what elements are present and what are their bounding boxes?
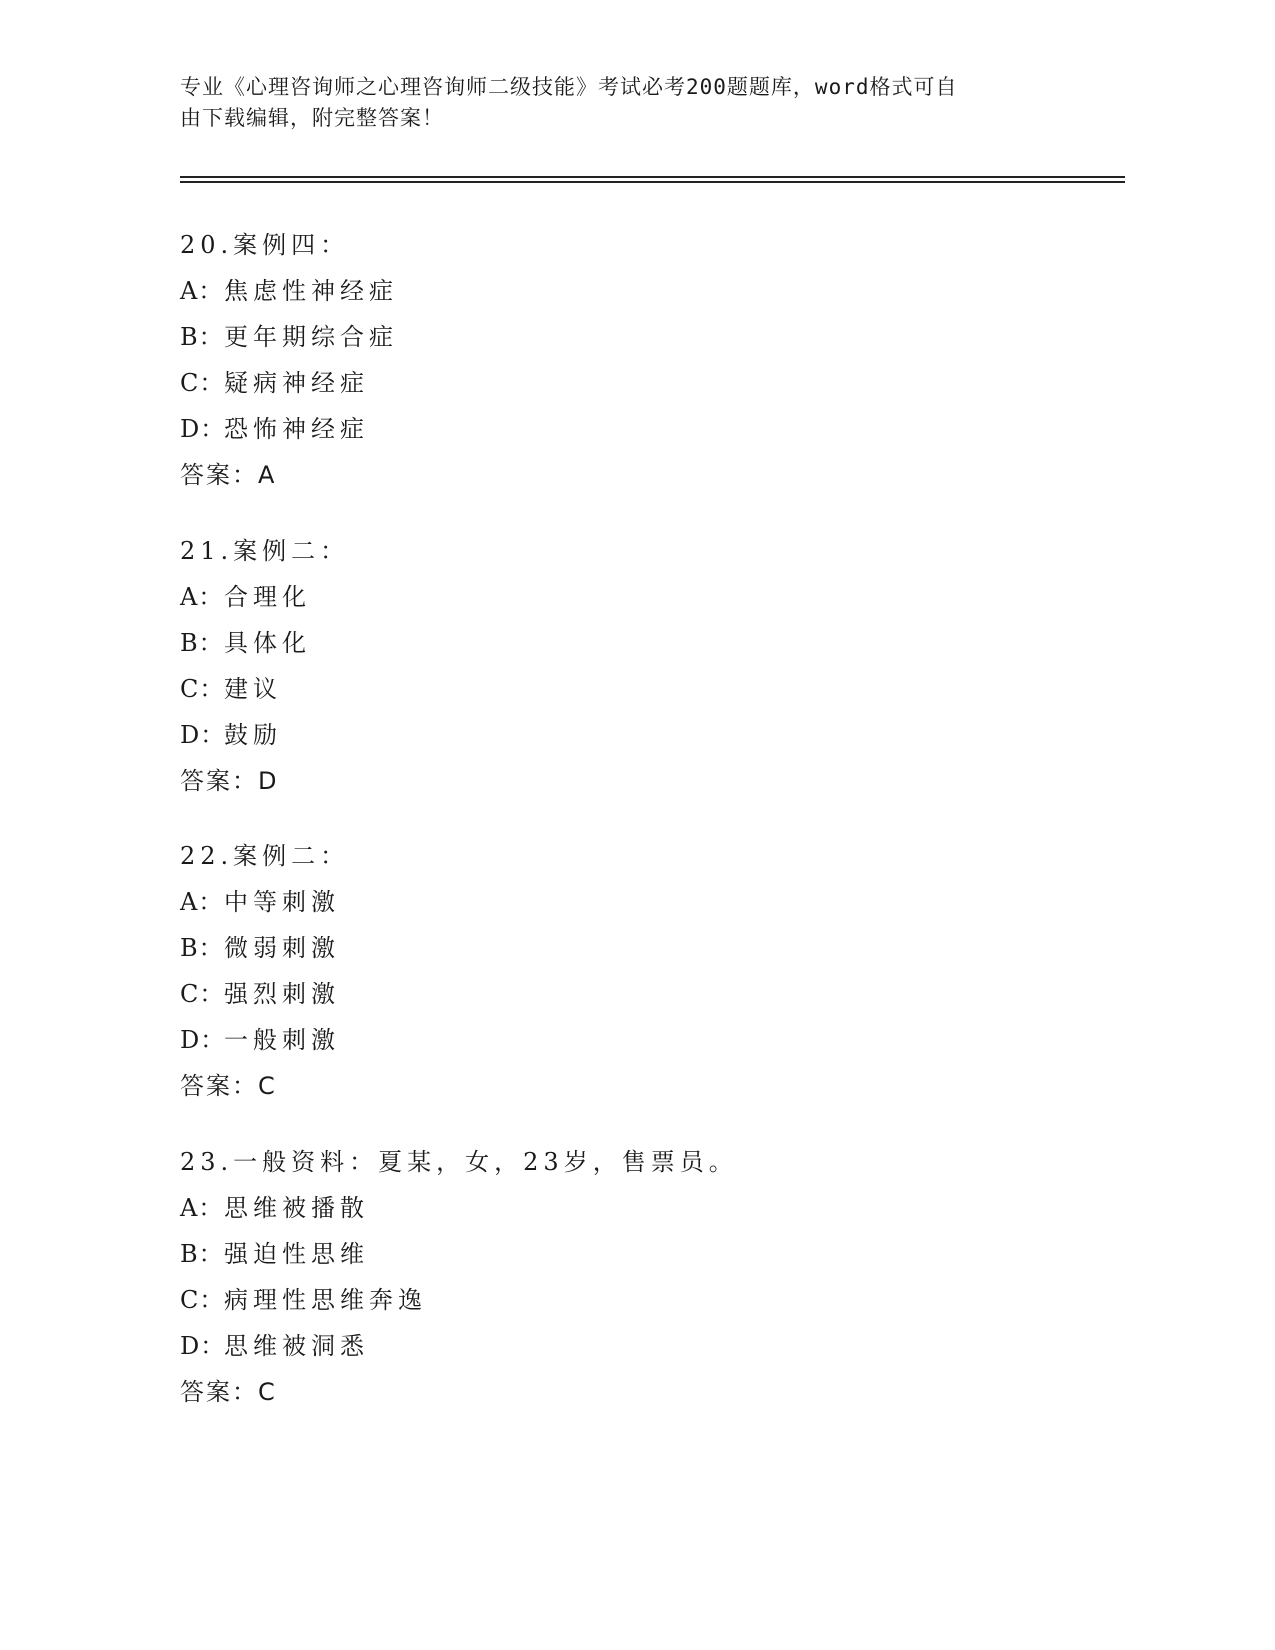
option-letter: A：: [180, 888, 224, 916]
option-text: 鼓励: [224, 721, 282, 749]
question-22: [180, 833, 1120, 1109]
option-d: [180, 712, 1120, 758]
answer-line: 答案：A: [180, 461, 277, 489]
option-text: 思维被洞悉: [224, 1332, 369, 1360]
option-text: 更年期综合症: [224, 323, 398, 351]
option-text: 恐怖神经症: [224, 415, 369, 443]
question-stem: 20.案例四：: [180, 231, 350, 259]
option-letter: C：: [180, 980, 225, 1008]
option-letter: A：: [180, 1194, 224, 1222]
option-a: [180, 1185, 1120, 1231]
option-c: [180, 360, 1120, 406]
option-c: [180, 1277, 1120, 1323]
option-text: 微弱刺激: [224, 934, 340, 962]
question-stem: 22.案例二：: [180, 842, 350, 870]
option-letter: B：: [180, 934, 224, 962]
answer-line: 答案：C: [180, 1378, 277, 1406]
option-text: 强烈刺激: [224, 980, 340, 1008]
question-21: [180, 528, 1120, 804]
header-divider-top: [180, 176, 1125, 178]
option-d: [180, 406, 1120, 452]
header-divider-bottom: [180, 181, 1125, 183]
option-letter: C：: [180, 1286, 225, 1314]
option-d: [180, 1323, 1120, 1369]
option-letter: A：: [180, 277, 224, 305]
option-letter: B：: [180, 1240, 224, 1268]
option-b: [180, 314, 1120, 360]
option-a: [180, 574, 1120, 620]
option-d: [180, 1017, 1120, 1063]
option-text: 合理化: [224, 583, 311, 611]
answer-line: 答案：C: [180, 1072, 277, 1100]
question-stem: 23.一般资料：夏某，女，23岁，售票员。: [180, 1148, 738, 1176]
option-c: [180, 666, 1120, 712]
option-text: 疑病神经症: [224, 369, 369, 397]
option-text: 建议: [224, 675, 282, 703]
option-text: 具体化: [224, 629, 311, 657]
option-c: [180, 971, 1120, 1017]
header-line-1: 专业《心理咨询师之心理咨询师二级技能》考试必考200题题库，word格式可自: [180, 75, 958, 99]
document-header: [180, 72, 1060, 134]
option-b: [180, 620, 1120, 666]
option-letter: A：: [180, 583, 224, 611]
option-letter: D：: [180, 415, 226, 443]
option-a: [180, 268, 1120, 314]
option-letter: B：: [180, 323, 224, 351]
answer-line: 答案：D: [180, 767, 279, 795]
header-line-2: 由下载编辑，附完整答案！: [180, 106, 444, 130]
option-text: 中等刺激: [224, 888, 340, 916]
question-20: [180, 222, 1120, 498]
option-a: [180, 879, 1120, 925]
option-text: 病理性思维奔逸: [224, 1286, 427, 1314]
option-text: 思维被播散: [224, 1194, 369, 1222]
option-letter: D：: [180, 721, 226, 749]
option-b: [180, 925, 1120, 971]
question-23: [180, 1139, 1120, 1415]
option-letter: D：: [180, 1332, 226, 1360]
option-letter: D：: [180, 1026, 226, 1054]
option-b: [180, 1231, 1120, 1277]
option-letter: C：: [180, 369, 225, 397]
option-text: 强迫性思维: [224, 1240, 369, 1268]
option-letter: C：: [180, 675, 225, 703]
option-letter: B：: [180, 629, 224, 657]
option-text: 焦虑性神经症: [224, 277, 398, 305]
option-text: 一般刺激: [224, 1026, 340, 1054]
question-stem: 21.案例二：: [180, 537, 350, 565]
